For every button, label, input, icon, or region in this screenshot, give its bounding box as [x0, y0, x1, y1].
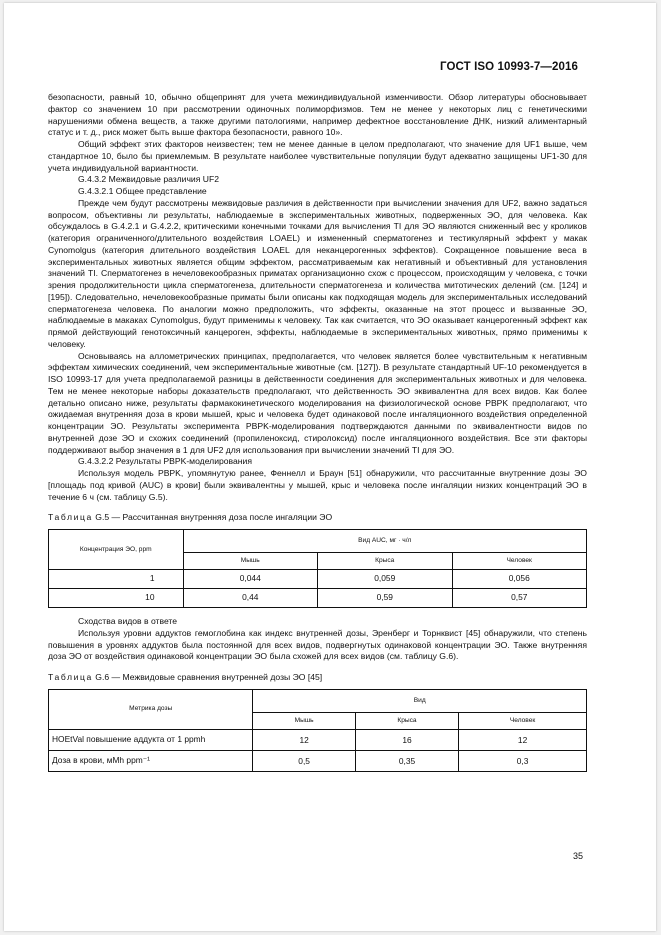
paragraph: Основываясь на аллометрических принципах, предполагается, что человек является более чувствительным к негативным эффектам химических соединений, чем экспериментальные животные (см. [127]). В результате стандартный UF-10 рекомендуется в ISO 10993-17 для учета предполагаемой разницы в действенности соединения для экспериментальных животных и для человека. Тем не менее некоторые наборы доказательств предполагают, что действенность ЭО эквивалентна для всех видов. Как более детально описано ниже, результаты фармакокинетического моделирования на физиологической основе PBPK предполагают, что ожидаемая внутренняя доза в крови мышей, крыс и человека будет одинаковой после ингаляционного воздействия определенной концентрации ЭО. Результаты эксперимента PBPK-моделирования подтверждаются данными по эквивалентности видов по внутренней дозе ЭО и схожих соединений (пропиленоксид, стиролоксид) после ингаляционного воздействия. Все эти факторы поддерживают выбор значения в 1 для UF2 для использования при вычислении значений TI для ЭО.: [48, 350, 587, 455]
table-cell: 10: [49, 589, 184, 608]
paragraph: безопасности, равный 10, обычно общепринят для учета межиндивидуальной изменчивости. Обзор литературы обосновывает фактор со значением 10 при рассмотрении одиночных полиморфизмов. Тем не менее у некоторых лиц с генетическими нарушениями обмена веществ, а также другими патологиями, например дефектное восстановление ДНК, низкий алиментарный статус и т. д., риск может быть выше фактора безопасности, равного 10».: [48, 92, 587, 138]
document-page: [4, 3, 656, 931]
table-header-species: Человек: [459, 712, 587, 729]
document-header: ГОСТ ISO 10993-7—2016: [440, 61, 578, 73]
table-cell: 1: [49, 570, 184, 589]
table-header-concentration: Концентрация ЭО, ppm: [49, 530, 184, 570]
table-cell: 16: [355, 729, 458, 750]
paragraph: Прежде чем будут рассмотрены межвидовые различия в действенности при вычислении значения для UF2, важно задаться вопросом, объективны ли результаты, наблюдаемые в экспериментальных животных, подверженных ЭО, для человека. Как обсуждалось в G.4.2.1 и G.4.2.2, критическими конечными точками для вычисления TI для ЭО являются сниженный вес у кроликов (категория ограниченного/длительного воздействия LOAEL) и измененный сперматогенез и тестикулярный эффект у макак Cynomolgus (категория длительного воздействия LOAEL для неканцерогенных эффектов). Сокращенное повышение веса в экспериментальных животных является общим эффектом, рассматриваемым как негативный и объективный для установления значений TI. Сперматогенез в нечеловекообразных приматах организационно схож с процессом, происходящим у человека, с точки зрения продолжительности цикла сперматогенеза, длительности сперматогенеза и количества митотических делений (см. [124] и [195]). Следовательно, нечеловекообразные приматы были описаны как подходящая модель для экспериментальных исследований сперматогенеза человека. По аналогии можно предположить, что эффекты, оказанные на этот процесс и вызванные ЭО, наблюдаемые в макаках Cynomolgus, будут применимы к человеку. Так как считается, что ЭО оказывает канцерогенный эффект как прямой действующий генотоксичный канцероген, эффекты, наблюдаемые в экспериментальных животных, прямо применимы к человеку.: [48, 197, 587, 349]
paragraph: Общий эффект этих факторов неизвестен; тем не менее данные в целом предполагают, что значение для UF1 выше, чем стандартное 10, было бы приемлемым. В результате наиболее чувствительные популяции будут адекватно защищены UF1-30 для учета индивидуальной вариантности.: [48, 139, 587, 173]
document-body: [48, 92, 587, 780]
table-row: [49, 750, 587, 771]
table-cell: 0,059: [318, 570, 453, 589]
table-row: [49, 729, 587, 750]
table-header-species: Крыса: [355, 712, 458, 729]
paragraph: Используя уровни аддуктов гемоглобина как индекс внутренней дозы, Эренберг и Торнквист [45] обнаружили, что степень повышения в уровнях аддуктов была постоянной для всех видов, подвергнутых одинаковой концентрации ЭО. Также внутренняя доза ЭО от воздействия одинаковой концентрации ЭО была схожей для всех видов (см. таблицу G.6).: [48, 627, 587, 662]
section-heading: G.4.3.2.2 Результаты PBPK-моделирования: [78, 456, 253, 467]
section-heading: Сходства видов в ответе: [78, 616, 178, 626]
table-cell: 0,3: [459, 750, 587, 771]
table-header-metric: Метрика дозы: [49, 689, 253, 729]
table-cell: 0,57: [452, 589, 587, 608]
page-number: 35: [573, 851, 584, 861]
section-heading: G.4.3.2.1 Общее представление: [78, 186, 207, 196]
table-cell: 0,5: [253, 750, 355, 771]
table-cell: 12: [253, 729, 355, 750]
table-header-species: Крыса: [318, 553, 453, 570]
table-interspecies-comparison: [48, 689, 587, 772]
table-row: [49, 570, 587, 589]
section-heading: G.4.3.2 Межвидовые различия UF2: [78, 174, 220, 185]
table-cell: Доза в крови, мMh ppm⁻¹: [49, 750, 253, 771]
table-header-species: Мышь: [183, 553, 318, 570]
table-caption-label: Таблица: [48, 672, 93, 682]
paragraph: Используя модель PBPK, упомянутую ранее, Феннелл и Браун [51] обнаружили, что рассчитанные внутренние дозы ЭО [площадь под кривой (AUC) в крови] были эквивалентны у мышей, крыс и человека после ингаляции низких концентраций ЭО в течение 6 ч (см. таблицу G.5).: [48, 468, 587, 502]
table-cell: 0,35: [355, 750, 458, 771]
table-cell: 0,44: [183, 589, 318, 608]
table-cell: HOEtVal повышение аддукта от 1 ppmh: [49, 729, 253, 750]
table-caption: [48, 512, 587, 524]
table-caption-text: G.6 — Межвидовые сравнения внутренней дозы ЭО [45]: [95, 672, 323, 682]
table-cell: 0,59: [318, 589, 453, 608]
table-cell: 12: [459, 729, 587, 750]
table-header-species-group: Вид: [253, 689, 587, 712]
table-row: [49, 589, 587, 608]
table-internal-dose: [48, 529, 587, 608]
table-caption-label: Таблица: [48, 512, 93, 523]
table-cell: 0,056: [452, 570, 587, 589]
table-caption-text: G.5 — Рассчитанная внутренняя доза после ингаляции ЭО: [95, 512, 333, 523]
table-header-species: Человек: [452, 553, 587, 570]
table-caption: [48, 672, 587, 684]
table-cell: 0,044: [183, 570, 318, 589]
table-header-auc: Вид AUC, мг · ч/л: [183, 530, 587, 553]
table-header-species: Мышь: [253, 712, 355, 729]
